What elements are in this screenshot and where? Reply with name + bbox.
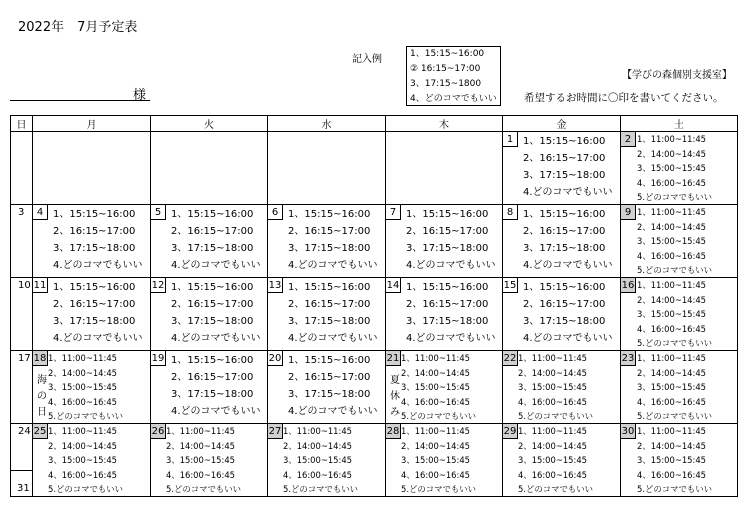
time-slot-list xyxy=(401,424,476,497)
time-slot[interactable]: 4.どのコマでもいい xyxy=(171,260,261,271)
holiday-char: 海 xyxy=(37,375,47,386)
time-slot[interactable]: 1、15:15~16:00 xyxy=(406,209,489,220)
date-number: 31 xyxy=(17,483,30,494)
time-slot[interactable]: 1、11:00~11:45 xyxy=(637,426,706,436)
time-slot[interactable]: 3、15:00~15:45 xyxy=(283,455,352,466)
time-slot-list xyxy=(401,351,476,424)
time-slot[interactable]: 2、16:15~17:00 xyxy=(171,372,254,383)
sunday-cell xyxy=(11,351,33,424)
time-slot[interactable]: 5.どのコマでもいい xyxy=(48,411,123,422)
holiday-label xyxy=(37,373,47,421)
time-slot-list xyxy=(48,351,123,424)
day-header: 日 xyxy=(11,116,33,132)
day-cell[interactable] xyxy=(386,351,503,424)
holiday-char: 夏 xyxy=(390,375,400,386)
time-slot-list xyxy=(637,424,712,497)
date-number: 11 xyxy=(33,280,47,291)
time-slot[interactable]: 4、16:00~16:45 xyxy=(401,396,470,407)
day-cell[interactable] xyxy=(33,278,151,351)
page-title: 2022年 7月予定表 xyxy=(18,20,138,35)
calendar-table xyxy=(10,115,738,497)
time-slot[interactable]: 2、16:15~17:00 xyxy=(523,153,606,164)
time-slot-list xyxy=(523,279,613,347)
time-slot[interactable]: 4.どのコマでもいい xyxy=(171,333,261,344)
day-cell[interactable] xyxy=(268,132,386,205)
day-cell[interactable] xyxy=(503,424,621,497)
day-cell[interactable] xyxy=(33,132,151,205)
time-slot[interactable]: 4、16:00~16:45 xyxy=(283,469,352,480)
time-slot-list xyxy=(637,205,712,278)
day-cell[interactable] xyxy=(151,278,268,351)
time-slot[interactable]: 5.どのコマでもいい xyxy=(637,484,712,495)
time-slot[interactable]: 2、16:15~17:00 xyxy=(288,372,371,383)
time-slot[interactable]: 2、16:15~17:00 xyxy=(523,299,606,310)
time-slot-list xyxy=(171,206,261,274)
time-slot[interactable]: 1、11:00~11:45 xyxy=(637,280,706,290)
time-slot[interactable]: 2、16:15~17:00 xyxy=(523,226,606,237)
time-slot[interactable]: 3、15:00~15:45 xyxy=(637,163,706,174)
day-cell[interactable] xyxy=(621,132,738,205)
time-slot-list xyxy=(53,206,143,274)
time-slot[interactable]: 3、17:15~18:00 xyxy=(523,243,606,254)
day-header: 金 xyxy=(503,116,621,132)
day-cell[interactable] xyxy=(621,205,738,278)
sunday-cell xyxy=(11,278,33,351)
time-slot[interactable]: 3、15:00~15:45 xyxy=(48,382,117,393)
date-number: 14 xyxy=(386,280,400,291)
time-slot[interactable]: 2、14:00~14:45 xyxy=(401,440,470,451)
time-slot[interactable]: 1、15:15~16:00 xyxy=(288,355,371,366)
time-slot-list xyxy=(518,351,593,424)
time-slot[interactable]: 1、15:15~16:00 xyxy=(523,282,606,293)
date-number: 23 xyxy=(621,353,635,364)
time-slot-list xyxy=(53,279,143,347)
holiday-char: み xyxy=(390,407,400,418)
time-slot[interactable]: 3、15:00~15:45 xyxy=(637,309,706,320)
time-slot[interactable]: 1、11:00~11:45 xyxy=(637,134,706,144)
day-cell[interactable] xyxy=(503,278,621,351)
time-slot-list xyxy=(637,351,712,424)
time-slot[interactable]: 2、14:00~14:45 xyxy=(401,367,470,378)
time-slot[interactable]: 5.どのコマでもいい xyxy=(166,484,241,495)
time-slot-list xyxy=(48,424,123,497)
day-cell[interactable] xyxy=(151,351,268,424)
time-slot[interactable]: 3、17:15~18:00 xyxy=(171,243,254,254)
time-slot[interactable]: 4.どのコマでもいい xyxy=(171,406,261,417)
time-slot[interactable]: 3、15:00~15:45 xyxy=(401,455,470,466)
time-slot[interactable]: 2、14:00~14:45 xyxy=(48,440,117,451)
instruction-text: 希望するお時間に〇印を書いてください。 xyxy=(524,92,724,104)
time-slot[interactable]: 1、15:15~16:00 xyxy=(288,282,371,293)
time-slot[interactable]: 5.どのコマでもいい xyxy=(637,338,712,349)
date-number: 19 xyxy=(151,353,165,364)
time-slot[interactable]: 1、15:15~16:00 xyxy=(523,136,606,147)
date-number: 1 xyxy=(503,132,518,147)
day-cell[interactable] xyxy=(503,351,621,424)
time-slot[interactable]: 1、11:00~11:45 xyxy=(283,426,352,436)
holiday-char: 休 xyxy=(390,391,400,402)
time-slot[interactable]: 4.どのコマでもいい xyxy=(523,260,613,271)
time-slot[interactable]: 4、16:00~16:45 xyxy=(48,469,117,480)
time-slot[interactable]: 1、15:15~16:00 xyxy=(523,209,606,220)
time-slot-list xyxy=(637,278,712,351)
date-number: 25 xyxy=(33,426,47,437)
time-slot[interactable]: 4、16:00~16:45 xyxy=(166,469,235,480)
time-slot[interactable]: 4.どのコマでもいい xyxy=(53,333,143,344)
time-slot[interactable]: 3、15:00~15:45 xyxy=(48,455,117,466)
date-number: 28 xyxy=(386,426,400,437)
day-cell[interactable] xyxy=(151,424,268,497)
time-slot[interactable]: 4.どのコマでもいい xyxy=(406,260,496,271)
time-slot[interactable]: 1、15:15~16:00 xyxy=(171,209,254,220)
date-number: 2 xyxy=(621,132,636,147)
time-slot[interactable]: 5.どのコマでもいい xyxy=(637,265,712,276)
day-cell[interactable] xyxy=(268,351,386,424)
example-box xyxy=(406,46,501,106)
time-slot[interactable]: 5.どのコマでもいい xyxy=(401,484,476,495)
time-slot-list xyxy=(637,132,712,205)
date-number: 3 xyxy=(18,207,25,218)
date-number: 13 xyxy=(268,280,282,291)
time-slot[interactable]: 4.どのコマでもいい xyxy=(406,333,496,344)
example-line: 3、17:15~1800 xyxy=(410,79,482,89)
day-cell[interactable] xyxy=(621,424,738,497)
time-slot-list xyxy=(171,352,261,420)
day-cell[interactable] xyxy=(268,278,386,351)
date-number: 6 xyxy=(268,205,283,220)
time-slot[interactable]: 4、16:00~16:45 xyxy=(637,323,706,334)
time-slot[interactable]: 1、15:15~16:00 xyxy=(171,355,254,366)
time-slot[interactable]: 1、15:15~16:00 xyxy=(53,209,136,220)
example-label: 記入例 xyxy=(352,54,382,65)
time-slot[interactable]: 4、16:00~16:45 xyxy=(637,250,706,261)
time-slot[interactable]: 4.どのコマでもいい xyxy=(523,187,613,198)
time-slot[interactable]: 1、15:15~16:00 xyxy=(171,282,254,293)
time-slot[interactable]: 4、16:00~16:45 xyxy=(637,469,706,480)
time-slot[interactable]: 2、16:15~17:00 xyxy=(53,226,136,237)
day-cell[interactable] xyxy=(33,205,151,278)
time-slot[interactable]: 3、15:00~15:45 xyxy=(637,236,706,247)
time-slot[interactable]: 1、15:15~16:00 xyxy=(288,209,371,220)
day-cell[interactable] xyxy=(268,205,386,278)
time-slot[interactable]: 5.どのコマでもいい xyxy=(637,192,712,203)
date-number: 10 xyxy=(18,280,31,291)
day-cell[interactable] xyxy=(268,424,386,497)
day-header: 土 xyxy=(621,116,738,132)
time-slot[interactable]: 5.どのコマでもいい xyxy=(518,411,593,422)
time-slot[interactable]: 2、14:00~14:45 xyxy=(166,440,235,451)
time-slot[interactable]: 4、16:00~16:45 xyxy=(637,396,706,407)
time-slot[interactable]: 5.どのコマでもいい xyxy=(48,484,123,495)
office-name: 【学びの森個別支援室】 xyxy=(622,70,732,81)
time-slot-list xyxy=(406,206,496,274)
day-header: 木 xyxy=(386,116,503,132)
time-slot-list xyxy=(166,424,241,497)
date-number: 4 xyxy=(33,205,48,220)
holiday-label xyxy=(390,373,400,421)
time-slot[interactable]: 3、15:00~15:45 xyxy=(637,455,706,466)
time-slot[interactable]: 4、16:00~16:45 xyxy=(48,396,117,407)
time-slot[interactable]: 2、14:00~14:45 xyxy=(637,367,706,378)
time-slot[interactable]: 3、15:00~15:45 xyxy=(401,382,470,393)
time-slot[interactable]: 4、16:00~16:45 xyxy=(401,469,470,480)
time-slot[interactable]: 2、16:15~17:00 xyxy=(53,299,136,310)
date-number: 27 xyxy=(268,426,282,437)
sunday-cell xyxy=(11,424,33,497)
time-slot[interactable]: 4、16:00~16:45 xyxy=(518,396,587,407)
holiday-char: の xyxy=(37,391,47,402)
date-number: 5 xyxy=(151,205,166,220)
day-header: 水 xyxy=(268,116,386,132)
time-slot[interactable]: 2、16:15~17:00 xyxy=(288,299,371,310)
time-slot-list xyxy=(523,206,613,274)
name-underline xyxy=(10,100,150,101)
time-slot[interactable]: 3、15:00~15:45 xyxy=(166,455,235,466)
time-slot-list xyxy=(518,424,593,497)
time-slot[interactable]: 1、11:00~11:45 xyxy=(518,353,587,363)
date-number: 12 xyxy=(151,280,165,291)
day-cell[interactable] xyxy=(386,205,503,278)
day-cell[interactable] xyxy=(503,132,621,205)
time-slot[interactable]: 3、15:00~15:45 xyxy=(518,382,587,393)
time-slot[interactable]: 1、11:00~11:45 xyxy=(48,426,117,436)
time-slot[interactable]: 4.どのコマでもいい xyxy=(523,333,613,344)
date-number: 16 xyxy=(621,280,635,291)
time-slot[interactable]: 3、17:15~18:00 xyxy=(171,316,254,327)
cell-divider xyxy=(11,470,32,471)
day-header: 月 xyxy=(33,116,151,132)
day-cell[interactable] xyxy=(386,424,503,497)
time-slot[interactable]: 3、17:15~18:00 xyxy=(288,316,371,327)
time-slot[interactable]: 4.どのコマでもいい xyxy=(53,260,143,271)
time-slot[interactable]: 2、16:15~17:00 xyxy=(288,226,371,237)
time-slot[interactable]: 1、11:00~11:45 xyxy=(637,207,706,217)
time-slot[interactable]: 3、17:15~18:00 xyxy=(53,316,136,327)
time-slot[interactable]: 1、11:00~11:45 xyxy=(401,426,470,436)
time-slot[interactable]: 5.どのコマでもいい xyxy=(401,411,476,422)
time-slot[interactable]: 1、15:15~16:00 xyxy=(53,282,136,293)
sunday-cell xyxy=(11,132,33,205)
time-slot[interactable]: 3、15:00~15:45 xyxy=(518,455,587,466)
sunday-cell xyxy=(11,205,33,278)
time-slot[interactable]: 2、14:00~14:45 xyxy=(637,221,706,232)
time-slot[interactable]: 2、14:00~14:45 xyxy=(637,294,706,305)
time-slot[interactable]: 1、11:00~11:45 xyxy=(637,353,706,363)
example-line: ② 16:15~17:00 xyxy=(410,64,481,74)
date-number: 15 xyxy=(503,280,517,291)
time-slot[interactable]: 3、17:15~18:00 xyxy=(523,170,606,181)
date-number: 17 xyxy=(18,353,31,364)
time-slot[interactable]: 3、17:15~18:00 xyxy=(523,316,606,327)
date-number: 30 xyxy=(621,426,635,437)
time-slot-list xyxy=(171,279,261,347)
date-number: 18 xyxy=(33,353,47,364)
time-slot-list xyxy=(283,424,358,497)
time-slot[interactable]: 3、17:15~18:00 xyxy=(288,243,371,254)
date-number: 20 xyxy=(268,353,282,364)
time-slot[interactable]: 3、17:15~18:00 xyxy=(171,389,254,400)
time-slot-list xyxy=(288,352,378,420)
date-number: 21 xyxy=(386,353,400,364)
honorific-sama: 様 xyxy=(133,88,147,103)
date-number: 9 xyxy=(621,205,636,220)
time-slot[interactable]: 3、17:15~18:00 xyxy=(288,389,371,400)
time-slot[interactable]: 3、17:15~18:00 xyxy=(406,243,489,254)
time-slot-list xyxy=(406,279,496,347)
time-slot[interactable]: 2、14:00~14:45 xyxy=(518,440,587,451)
time-slot[interactable]: 2、14:00~14:45 xyxy=(283,440,352,451)
example-line: 4、どのコマでもいい xyxy=(410,94,497,104)
day-cell[interactable] xyxy=(621,351,738,424)
time-slot[interactable]: 1、11:00~11:45 xyxy=(518,426,587,436)
day-cell[interactable] xyxy=(386,132,503,205)
time-slot[interactable]: 4、16:00~16:45 xyxy=(518,469,587,480)
time-slot[interactable]: 2、14:00~14:45 xyxy=(637,440,706,451)
date-number: 29 xyxy=(503,426,517,437)
time-slot[interactable]: 2、14:00~14:45 xyxy=(518,367,587,378)
time-slot-list xyxy=(288,206,378,274)
day-cell[interactable] xyxy=(386,278,503,351)
date-number: 22 xyxy=(503,353,517,364)
holiday-char: 日 xyxy=(37,407,47,418)
time-slot[interactable]: 4.どのコマでもいい xyxy=(288,333,378,344)
time-slot[interactable]: 4.どのコマでもいい xyxy=(288,260,378,271)
time-slot[interactable]: 5.どのコマでもいい xyxy=(637,411,712,422)
time-slot[interactable]: 2、16:15~17:00 xyxy=(406,299,489,310)
date-number: 24 xyxy=(18,426,31,437)
day-cell[interactable] xyxy=(151,205,268,278)
time-slot-list xyxy=(288,279,378,347)
time-slot[interactable]: 3、17:15~18:00 xyxy=(53,243,136,254)
time-slot[interactable]: 1、11:00~11:45 xyxy=(166,426,235,436)
day-cell[interactable] xyxy=(503,205,621,278)
example-line: 1、15:15~16:00 xyxy=(410,49,485,59)
day-cell[interactable] xyxy=(33,351,151,424)
date-number: 26 xyxy=(151,426,165,437)
time-slot[interactable]: 2、16:15~17:00 xyxy=(171,299,254,310)
time-slot[interactable]: 3、17:15~18:00 xyxy=(406,316,489,327)
day-cell[interactable] xyxy=(33,424,151,497)
time-slot[interactable]: 3、15:00~15:45 xyxy=(637,382,706,393)
time-slot[interactable]: 1、11:00~11:45 xyxy=(401,353,470,363)
date-number: 8 xyxy=(503,205,518,220)
time-slot-list xyxy=(523,133,613,201)
time-slot[interactable]: 4、16:00~16:45 xyxy=(637,177,706,188)
time-slot[interactable]: 1、11:00~11:45 xyxy=(48,353,117,363)
time-slot[interactable]: 2、16:15~17:00 xyxy=(406,226,489,237)
day-header: 火 xyxy=(151,116,268,132)
date-number: 7 xyxy=(386,205,401,220)
time-slot[interactable]: 2、14:00~14:45 xyxy=(637,148,706,159)
day-cell[interactable] xyxy=(621,278,738,351)
time-slot[interactable]: 5.どのコマでもいい xyxy=(518,484,593,495)
time-slot[interactable]: 2、16:15~17:00 xyxy=(171,226,254,237)
time-slot[interactable]: 1、15:15~16:00 xyxy=(406,282,489,293)
time-slot[interactable]: 2、14:00~14:45 xyxy=(48,367,117,378)
time-slot[interactable]: 4.どのコマでもいい xyxy=(288,406,378,417)
day-cell[interactable] xyxy=(151,132,268,205)
time-slot[interactable]: 5.どのコマでもいい xyxy=(283,484,358,495)
